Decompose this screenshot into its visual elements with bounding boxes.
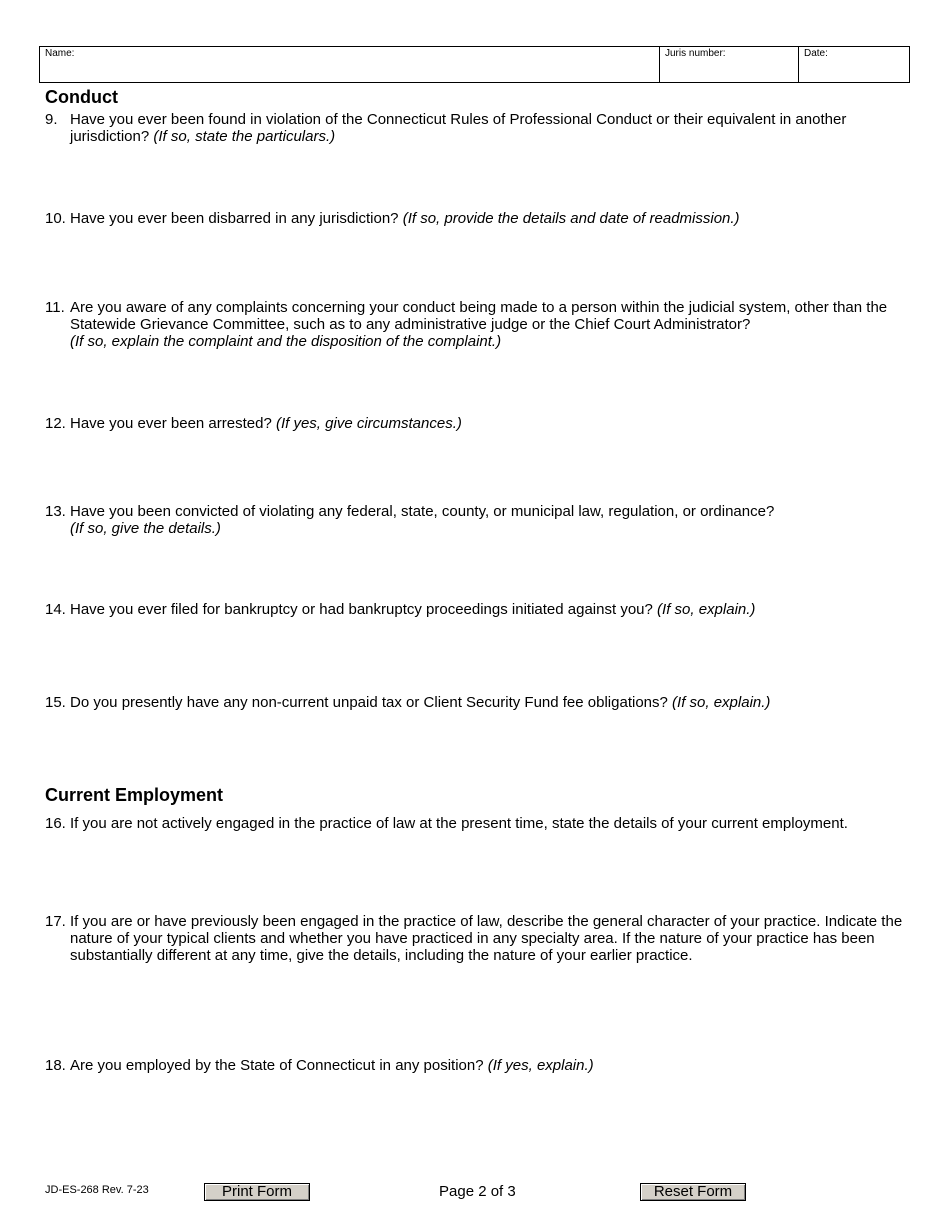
question-number: 14. (45, 601, 66, 618)
question-10 (45, 210, 905, 227)
question-note: (If so, explain.) (657, 601, 756, 618)
answer-18-field[interactable] (70, 1078, 909, 1172)
answer-10-field[interactable] (70, 230, 909, 296)
answer-12-field[interactable] (70, 436, 909, 500)
question-note: (If so, state the particulars.) (153, 128, 336, 145)
question-number: 17. (45, 913, 66, 930)
date-cell (799, 47, 909, 82)
question-number: 12. (45, 415, 66, 432)
question-text: If you are or have previously been engaged in the practice of law, describe the general character of your practice. Indicate the nature of your typical clients and whether you have practiced in any specialty area. If the nature of your practice has been substantially different at any time, give the details, including the nature of your earlier practice. (70, 913, 903, 964)
question-text: Have you ever been disbarred in any jurisdiction? (70, 210, 399, 227)
date-input[interactable] (803, 60, 905, 80)
page-number: Page 2 of 3 (439, 1183, 516, 1200)
name-input[interactable] (44, 60, 655, 80)
question-number: 16. (45, 815, 66, 832)
name-cell (40, 47, 660, 82)
answer-13-field[interactable] (70, 540, 909, 602)
print-form-button[interactable]: Print Form (204, 1183, 310, 1201)
question-number: 10. (45, 210, 66, 227)
question-note: (If so, explain.) (672, 694, 771, 711)
question-text: Are you employed by the State of Connecticut in any position? (70, 1057, 484, 1074)
answer-15-field[interactable] (70, 715, 909, 779)
question-16 (45, 815, 905, 832)
question-text: Are you aware of any complaints concerning your conduct being made to a person within the judicial system, other than the Statewide Grievance Committee, such as to any administrative judge or the Chief Court Administrator? (70, 299, 888, 333)
question-13 (45, 503, 905, 537)
juris-cell (660, 47, 799, 82)
question-note: (If yes, give circumstances.) (275, 415, 462, 432)
answer-14-field[interactable] (70, 622, 909, 694)
question-note: (If so, provide the details and date of readmission.) (402, 210, 740, 227)
header-fields (39, 46, 910, 83)
juris-number-label: Juris number: (665, 48, 726, 59)
name-label: Name: (45, 48, 75, 59)
question-11 (45, 299, 905, 350)
question-text: If you are not actively engaged in the practice of law at the present time, state the details of your current employment. (70, 815, 848, 832)
section-title-conduct: Conduct (45, 87, 118, 107)
question-text: Have you ever been arrested? (70, 415, 272, 432)
answer-9-field[interactable] (70, 147, 909, 206)
question-14 (45, 601, 905, 618)
question-text: Have you ever filed for bankruptcy or had bankruptcy proceedings initiated against you? (70, 601, 653, 618)
question-number: 11. (45, 299, 65, 316)
form-code: JD-ES-268 Rev. 7-23 (45, 1184, 149, 1196)
answer-11-field[interactable] (70, 352, 909, 411)
question-text: Do you presently have any non-current unpaid tax or Client Security Fund fee obligations? (70, 694, 668, 711)
question-note: (If yes, explain.) (487, 1057, 594, 1074)
question-text: Have you ever been found in violation of the Connecticut Rules of Professional Conduct or their equivalent in another jurisdiction? (70, 111, 847, 145)
date-label: Date: (804, 48, 828, 59)
question-number: 9. (45, 111, 58, 128)
question-9 (45, 111, 905, 145)
reset-form-button[interactable]: Reset Form (640, 1183, 746, 1201)
answer-16-field[interactable] (70, 836, 909, 912)
question-17 (45, 913, 905, 964)
section-title-current-employment: Current Employment (45, 785, 224, 805)
question-text: Have you been convicted of violating any federal, state, county, or municipal law, regulation, or ordinance? (70, 503, 775, 520)
juris-number-input[interactable] (664, 60, 794, 80)
question-note: (If so, give the details.) (70, 520, 221, 537)
answer-17-field[interactable] (70, 970, 909, 1054)
question-number: 13. (45, 503, 66, 520)
question-12 (45, 415, 905, 432)
question-18 (45, 1057, 905, 1074)
question-15 (45, 694, 905, 711)
question-note: (If so, explain the complaint and the disposition of the complaint.) (70, 333, 502, 350)
question-number: 15. (45, 694, 66, 711)
question-number: 18. (45, 1057, 66, 1074)
